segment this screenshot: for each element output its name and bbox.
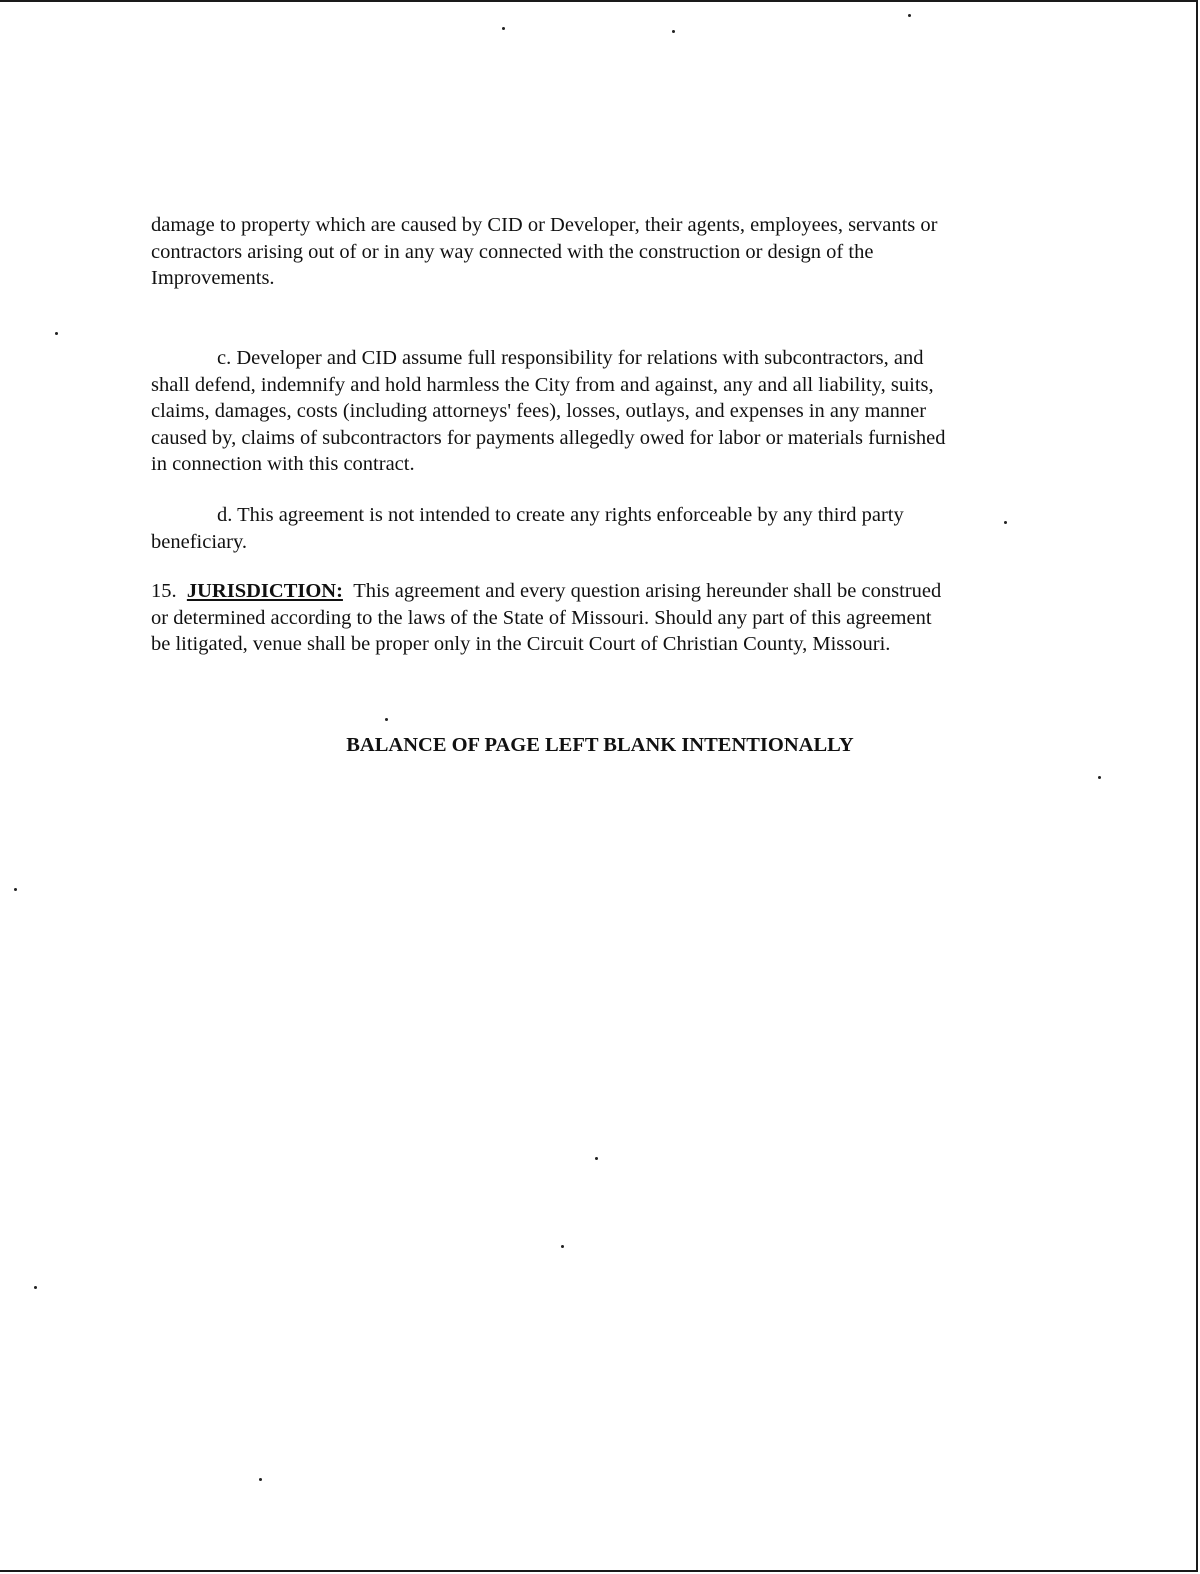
- text-line: claims, damages, costs (including attorneys' fees), losses, outlays, and expenses in any manner: [151, 400, 927, 422]
- text-line: damage to property which are caused by CID or Developer, their agents, employees, servants or: [151, 214, 938, 236]
- scan-speck: [561, 1245, 564, 1248]
- section-15-jurisdiction: [151, 578, 1041, 658]
- section-number: 15.: [151, 580, 177, 602]
- text-line: caused by, claims of subcontractors for payments allegedly owed for labor or materials furnished: [151, 426, 946, 449]
- section-heading: JURISDICTION:: [186, 580, 343, 602]
- text-line: or determined according to the laws of the State of Missouri. Should any part of this agreement: [151, 606, 932, 629]
- scan-speck: [259, 1478, 262, 1481]
- scan-speck: [55, 332, 58, 335]
- text-line: beneficiary.: [151, 530, 247, 553]
- scan-speck: [595, 1157, 598, 1160]
- paragraph-c: [151, 345, 1041, 478]
- text-line: This agreement and every question arising hereunder shall be construed: [353, 580, 942, 602]
- scan-speck: [385, 718, 388, 721]
- paragraph-d: [151, 502, 1041, 555]
- balance-blank-note: BALANCE OF PAGE LEFT BLANK INTENTIONALLY: [346, 734, 854, 756]
- scan-speck: [908, 14, 911, 17]
- scan-speck: [14, 888, 17, 891]
- text-line: in connection with this contract.: [151, 453, 415, 475]
- text-line: d. This agreement is not intended to create any rights enforceable by any third party: [217, 504, 904, 526]
- text-line: be litigated, venue shall be proper only in the Circuit Court of Christian County, Missouri.: [151, 633, 891, 655]
- text-line: shall defend, indemnify and hold harmless the City from and against, any and all liability, suits,: [151, 373, 934, 396]
- section-15-first-line: [151, 578, 1041, 605]
- scan-speck: [502, 27, 505, 30]
- text-line: Improvements.: [151, 267, 275, 289]
- scan-speck: [672, 30, 675, 33]
- text-line: contractors arising out of or in any way connected with the construction or design of the: [151, 240, 874, 263]
- text-line: c. Developer and CID assume full responsibility for relations with subcontractors, and: [217, 347, 924, 369]
- scan-speck: [1098, 776, 1101, 779]
- paragraph-b-continued: [151, 212, 1041, 292]
- scan-speck: [34, 1286, 37, 1289]
